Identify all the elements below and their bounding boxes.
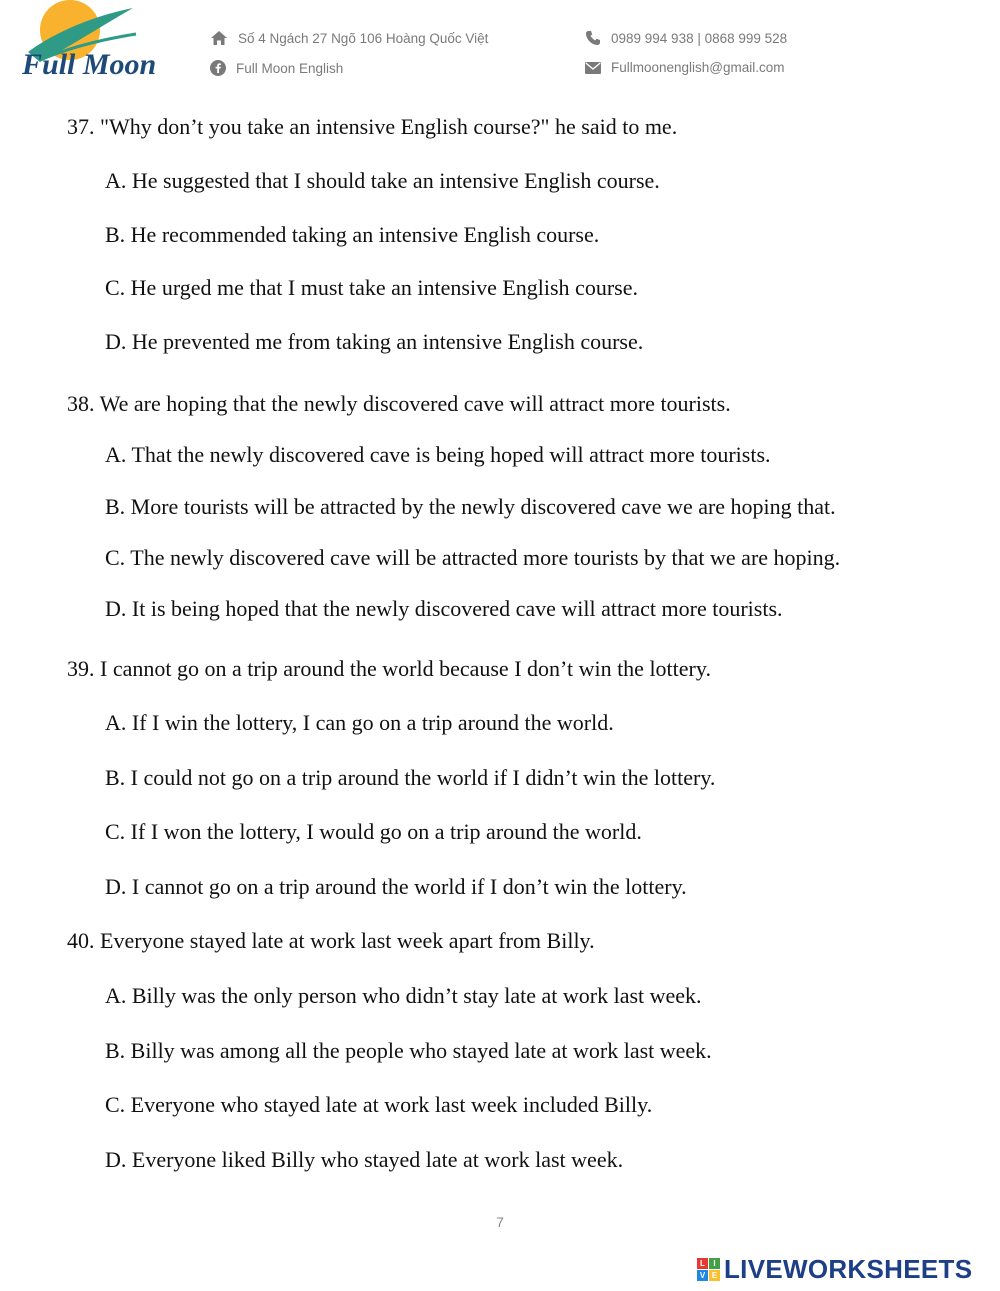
question-39-option-d: D. I cannot go on a trip around the world if I don’t win the lottery. bbox=[105, 874, 687, 899]
facebook-icon bbox=[210, 60, 226, 76]
full-moon-logo bbox=[18, 0, 163, 95]
question-40-option-b: B. Billy was among all the people who stayed late at work last week. bbox=[105, 1038, 712, 1063]
question-38-option-a: A. That the newly discovered cave is being hoped will attract more tourists. bbox=[105, 442, 771, 467]
lw-icon-letter-e: E bbox=[709, 1270, 720, 1281]
liveworksheets-brand: LIVEWORKSHEETS bbox=[724, 1254, 973, 1284]
lw-icon-letter-l: L bbox=[697, 1258, 708, 1269]
question-39-option-a: A. If I win the lottery, I can go on a trip around the world. bbox=[105, 710, 614, 735]
address-text: Số 4 Ngách 27 Ngõ 106 Hoàng Quốc Việt bbox=[238, 30, 489, 46]
question-37-option-a: A. He suggested that I should take an intensive English course. bbox=[105, 168, 660, 193]
home-icon bbox=[210, 30, 228, 46]
phone-text: 0989 994 938 | 0868 999 528 bbox=[611, 30, 788, 46]
question-40: 40. Everyone stayed late at work last week apart from Billy. bbox=[67, 928, 595, 953]
phone-icon bbox=[585, 30, 601, 46]
question-39: 39. I cannot go on a trip around the world because I don’t win the lottery. bbox=[67, 656, 711, 681]
page-number: 7 bbox=[496, 1214, 504, 1230]
question-40-option-c: C. Everyone who stayed late at work last week included Billy. bbox=[105, 1092, 653, 1117]
question-37-option-d: D. He prevented me from taking an intensive English course. bbox=[105, 329, 644, 354]
facebook-line bbox=[210, 60, 343, 76]
page-header bbox=[0, 0, 1000, 100]
address-line bbox=[210, 30, 488, 46]
logo-text: Full Moon bbox=[22, 48, 157, 81]
question-37-option-c: C. He urged me that I must take an intensive English course. bbox=[105, 275, 638, 300]
email-line bbox=[585, 60, 785, 75]
question-38-option-c: C. The newly discovered cave will be attracted more tourists by that we are hoping. bbox=[105, 545, 841, 570]
email-icon bbox=[585, 62, 601, 74]
liveworksheets-icon bbox=[697, 1258, 720, 1281]
question-39-option-c: C. If I won the lottery, I would go on a trip around the world. bbox=[105, 819, 642, 844]
question-37-option-b: B. He recommended taking an intensive English course. bbox=[105, 222, 600, 247]
question-37: 37. "Why don’t you take an intensive English course?" he said to me. bbox=[67, 114, 678, 139]
liveworksheets-badge bbox=[697, 1254, 972, 1285]
question-38-option-d: D. It is being hoped that the newly discovered cave will attract more tourists. bbox=[105, 596, 783, 621]
phone-line bbox=[585, 30, 787, 46]
question-38-option-b: B. More tourists will be attracted by the newly discovered cave we are hoping that. bbox=[105, 494, 836, 519]
question-40-option-d: D. Everyone liked Billy who stayed late at work last week. bbox=[105, 1147, 624, 1172]
question-38: 38. We are hoping that the newly discovered cave will attract more tourists. bbox=[67, 391, 731, 416]
facebook-text: Full Moon English bbox=[236, 60, 344, 76]
email-text: Fullmoonenglish@gmail.com bbox=[611, 60, 785, 75]
lw-icon-letter-v: V bbox=[697, 1270, 708, 1281]
question-39-option-b: B. I could not go on a trip around the world if I didn’t win the lottery. bbox=[105, 765, 716, 790]
lw-icon-letter-i: I bbox=[709, 1258, 720, 1269]
question-40-option-a: A. Billy was the only person who didn’t stay late at work last week. bbox=[105, 983, 702, 1008]
